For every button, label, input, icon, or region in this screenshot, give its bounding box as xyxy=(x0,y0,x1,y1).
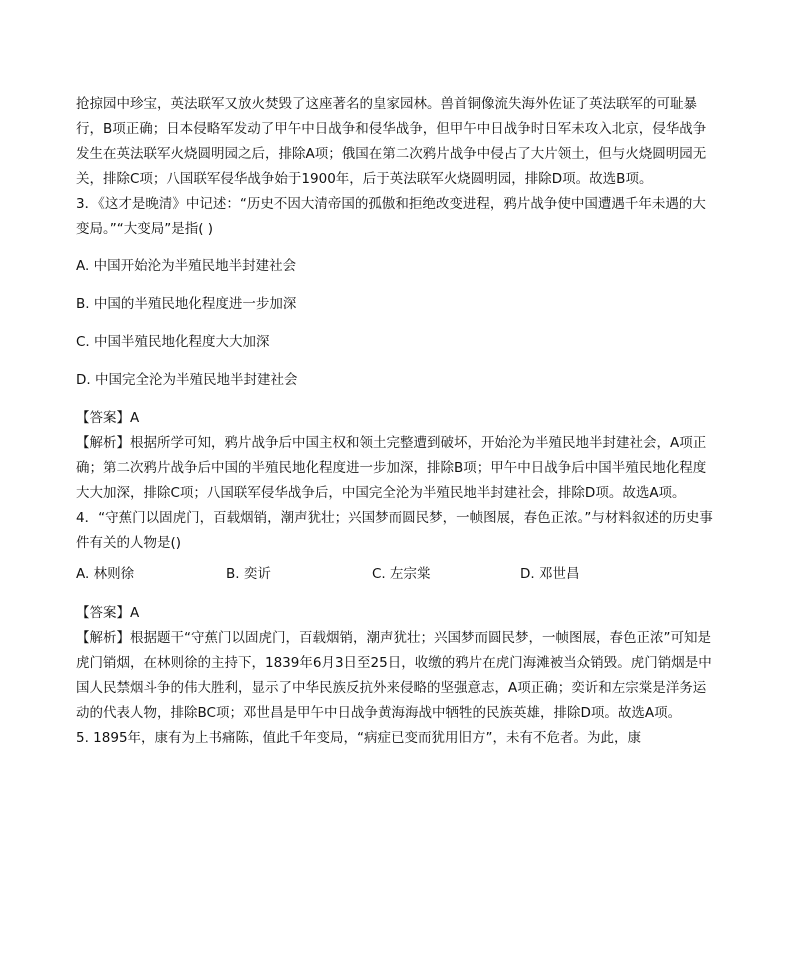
q3-option-a: A. 中国开始沦为半殖民地半封建社会 xyxy=(76,258,297,274)
q4-answer: 【答案】A xyxy=(76,605,140,621)
q4-analysis: 【解析】根据题干“守蕉门以固虎门，百载烟销，潮声犹壮；兴国梦而圆民梦，一帧图展，春色正浓”可知是虎门销烟，在林则徐的主持下，1839年6月3日至25日，收缴的鸦片在虎门海滩被当众销毁。虎门销烟是中国人民禁烟斗争的伟大胜利，显示了中华民族反抗外来侵略的坚强意志，A项正确；奕䜣和左宗棠是洋务运动的代表人物，排除BC项；邓世昌是甲午中日战争黄海海战中牺牲的民族英雄，排除D项。故选A项。 xyxy=(76,630,712,721)
q4-options xyxy=(76,562,716,587)
q3-analysis: 【解析】根据所学可知，鸦片战争后中国主权和领土完整遭到破坏，开始沦为半殖民地半封建社会，A项正确；第二次鸦片战争后中国的半殖民地化程度进一步加深，排除B项；甲午中日战争后中国半殖民地化程度大大加深，排除C项；八国联军侵华战争后，中国完全沦为半殖民地半封建社会，排除D项。故选A项。 xyxy=(76,435,707,501)
q3-option-b: B. 中国的半殖民地化程度进一步加深 xyxy=(76,296,297,312)
q2-analysis-continuation: 抢掠园中珍宝，英法联军又放火焚毁了这座著名的皇家园林。兽首铜像流失海外佐证了英法联军的可耻暴行，B项正确；日本侵略军发动了甲午中日战争和侵华战争，但甲午中日战争时日军未攻入北京，侵华战争发生在英法联军火烧圆明园之后，排除A项；俄国在第二次鸦片战争中侵占了大片领土，但与火烧圆明园无关，排除C项；八国联军侵华战争始于1900年，后于英法联军火烧圆明园，排除D项。故选B项。 xyxy=(76,96,707,187)
q3-options xyxy=(76,254,716,393)
q3-stem: 3．《这才是晚清》中记述：“历史不因大清帝国的孤傲和拒绝改变进程，鸦片战争使中国遭遇千年未遇的大变局。”“大变局”是指( ) xyxy=(76,196,706,237)
q4-option-c: C. 左宗棠 xyxy=(372,566,431,582)
q3-option-c: C. 中国半殖民地化程度大大加深 xyxy=(76,334,270,350)
q3-option-d: D. 中国完全沦为半殖民地半封建社会 xyxy=(76,372,298,388)
q4-option-a: A. 林则徐 xyxy=(76,566,135,582)
q3-answer: 【答案】A xyxy=(76,410,140,426)
q4-option-d: D. 邓世昌 xyxy=(520,566,580,582)
q4-stem: 4．“守蕉门以固虎门，百载烟销，潮声犹壮；兴国梦而圆民梦，一帧图展，春色正浓。”与材料叙述的历史事件有关的人物是() xyxy=(76,510,713,551)
q5-stem: 5. 1895年，康有为上书痛陈，值此千年变局，“病症已变而犹用旧方”，未有不危者。为此，康 xyxy=(76,730,642,746)
q4-option-b: B. 奕䜣 xyxy=(226,566,271,582)
document-page xyxy=(76,92,716,751)
